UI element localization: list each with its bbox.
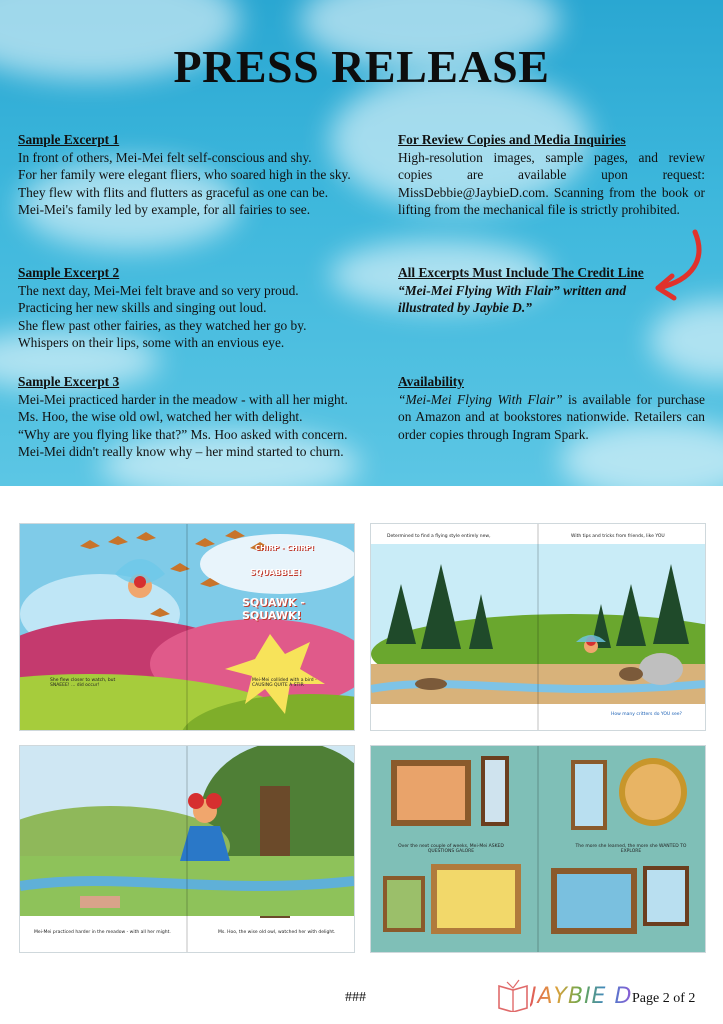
caption-right: Ms. Hoo, the wise old owl, watched her with delight. (218, 930, 336, 935)
excerpt-1-line: In front of others, Mei-Mei felt self-conscious and shy. (18, 149, 312, 165)
excerpt-2-heading: Sample Excerpt 2 (18, 265, 120, 280)
sfx-squabble: SQUABBLE! (250, 568, 302, 577)
excerpt-2-line: Whispers on their lips, some with an envious eye. (18, 335, 285, 350)
credit-heading: All Excerpts Must Include The Credit Line (398, 265, 644, 280)
excerpt-3-line: Mei-Mei practiced harder in the meadow - with all her might. (18, 391, 348, 407)
credit-line-1: “Mei-Mei Flying With Flair” written and (398, 282, 627, 298)
excerpt-1-line: For her family were elegant fliers, who soared high in the sky. (18, 167, 351, 182)
caption-left: Determined to find a flying style entirely new, (387, 534, 491, 539)
excerpt-3-line: Mei-Mei didn't really know why – her mind started to churn. (18, 444, 344, 459)
excerpt-2 (18, 264, 378, 352)
availability-section (398, 373, 705, 443)
excerpt-1 (18, 131, 378, 219)
availability-heading: Availability (398, 374, 464, 389)
availability-text: is available for purchase on Amazon and at bookstores nationwide. Retailers can order copies through Ingram Spark. (398, 391, 705, 442)
caption-right: With tips and tricks from friends, like YOU (571, 534, 665, 539)
end-marker: ### (345, 990, 366, 1005)
illustration-spread-2 (370, 523, 706, 731)
curved-arrow-icon (640, 228, 710, 308)
caption-left: She flew closer to watch, but SNAEEE! ... did occur! (50, 678, 116, 688)
excerpt-2-line: The next day, Mei-Mei felt brave and so very proud. (18, 282, 299, 298)
review-body: High-resolution images, sample pages, and review copies are available upon request: MissDebbie@JaybieD.com. Scanning from the book or lifting from the mechanical file is strictly prohibited. (398, 149, 705, 217)
excerpt-3 (18, 373, 378, 461)
caption-bottom: How many critters do YOU see? (611, 712, 682, 717)
sfx-chirp: CHIRP - CHIRP! (255, 544, 315, 552)
excerpt-1-line: They flew with flits and flutters as graceful as one can be. (18, 184, 329, 200)
illustration-spread-3 (19, 745, 355, 953)
brand-logo-text: JAYBIE D (530, 984, 633, 1009)
brand-logo (530, 984, 632, 1009)
illustration-spread-1 (19, 523, 355, 731)
caption-right: The more she learned, the more she WANTED TO EXPLORE (575, 844, 687, 854)
page-number: Page 2 of 2 (632, 991, 696, 1006)
book-logo-icon (497, 978, 529, 1012)
excerpt-1-line: Mei-Mei's family led by example, for all fairies to see. (18, 202, 311, 217)
availability-book-title: “Mei-Mei Flying With Flair” (398, 391, 563, 407)
caption-right: Mei-Mei collided with a bird - CAUSING QUITE A STIR (252, 678, 317, 688)
credit-line-2: illustrated by Jaybie D.” (398, 300, 532, 315)
sfx-squawk: SQUAWK - SQUAWK! (242, 596, 305, 622)
excerpt-2-line: Practicing her new skills and singing out loud. (18, 300, 267, 315)
excerpt-3-heading: Sample Excerpt 3 (18, 374, 120, 389)
caption-left: Mei-Mei practiced harder in the meadow - with all her might. (34, 930, 171, 935)
excerpt-1-heading: Sample Excerpt 1 (18, 132, 120, 147)
excerpt-2-line: She flew past other fairies, as they watched her go by. (18, 317, 307, 333)
review-section (398, 131, 705, 219)
caption-left: Over the next couple of weeks, Mei-Mei ASKED QUESTIONS GALORE (398, 844, 504, 854)
illustration-spread-4 (370, 745, 706, 953)
excerpt-3-line: “Why are you flying like that?” Ms. Hoo asked with concern. (18, 426, 348, 442)
credit-section (398, 264, 658, 317)
review-heading: For Review Copies and Media Inquiries (398, 132, 626, 147)
excerpt-3-line: Ms. Hoo, the wise old owl, watched her with delight. (18, 409, 303, 424)
page-title: PRESS RELEASE (173, 41, 550, 92)
availability-body (398, 392, 705, 442)
